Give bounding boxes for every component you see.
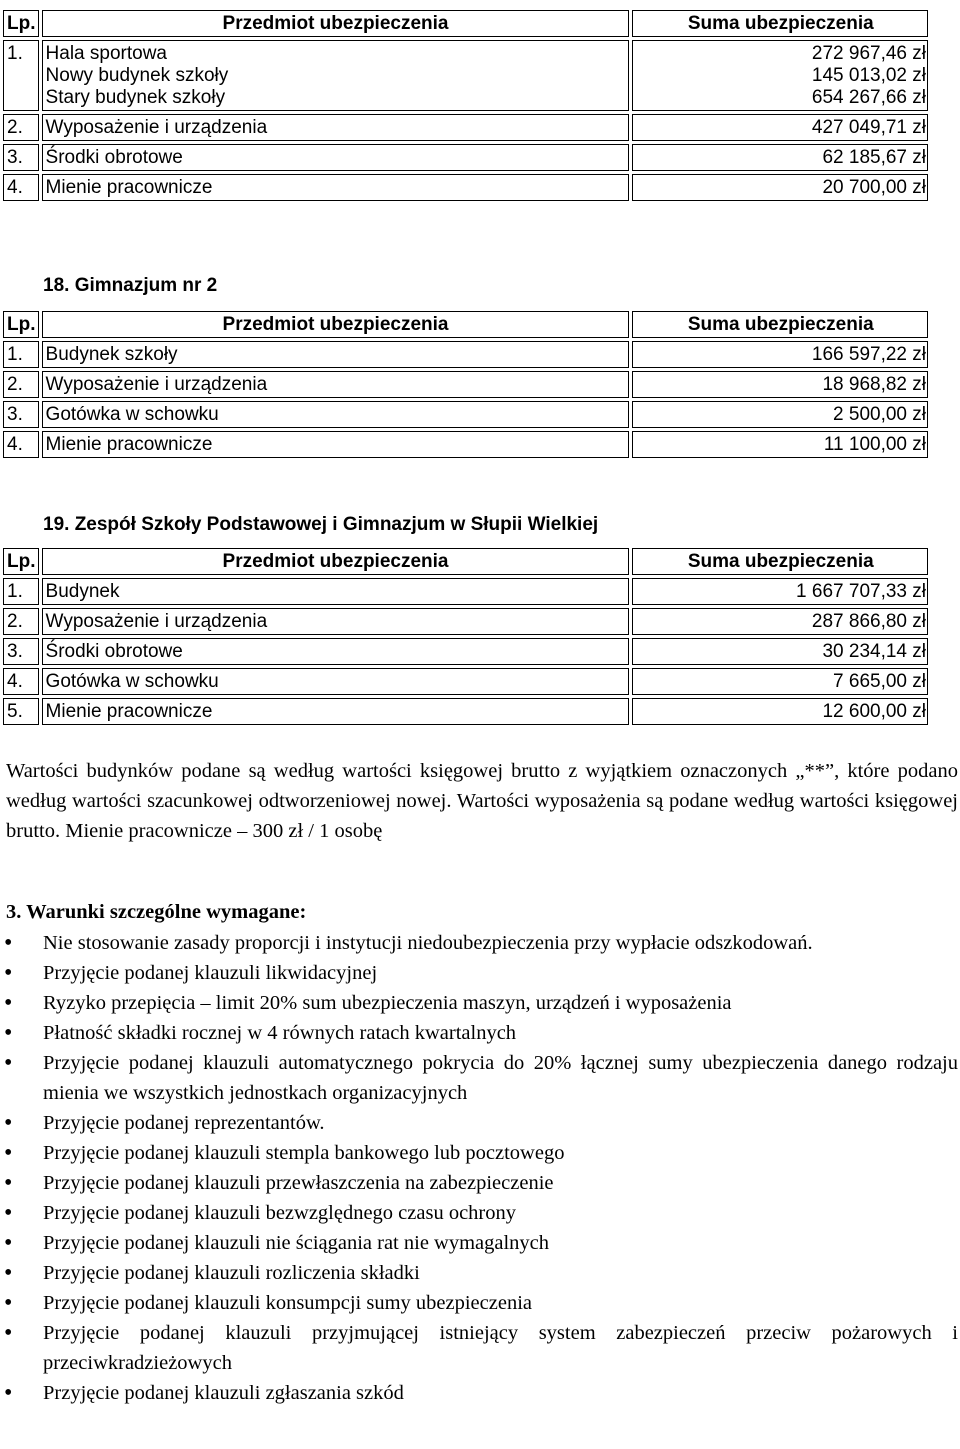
row-sum: 11 100,00 zł (632, 431, 929, 458)
bullet-icon: • (4, 1320, 13, 1346)
row-sum: 166 597,22 zł (632, 341, 929, 368)
row-sum: 287 866,80 zł (632, 608, 929, 635)
list-item (0, 1318, 958, 1378)
row-sum: 18 968,82 zł (632, 371, 929, 398)
row-lp: 1. (3, 341, 39, 368)
row-item: Gotówka w schowku (42, 401, 629, 428)
header-lp: Lp. (3, 548, 39, 575)
row-sum: 7 665,00 zł (632, 668, 929, 695)
list-item (0, 1138, 958, 1168)
row-sum: 12 600,00 zł (632, 698, 929, 725)
bullet-icon: • (4, 1020, 13, 1046)
table-row (3, 144, 928, 171)
row-item: Stary budynek szkoły (45, 87, 226, 108)
row-sum: 20 700,00 zł (632, 174, 929, 201)
insurance-table-18 (0, 308, 931, 461)
row-lp: 3. (3, 638, 39, 665)
table-row (3, 371, 928, 398)
row-item: Gotówka w schowku (42, 668, 629, 695)
list-item-text: Przyjęcie podanej klauzuli przyjmującej istniejący system zabezpieczeń przeciw pożarowych i przeciwkradzieżowych (43, 1322, 958, 1374)
row-sum: 2 500,00 zł (632, 401, 929, 428)
insurance-table-1 (0, 7, 931, 204)
row-item: Mienie pracownicze (42, 698, 629, 725)
row-item: Nowy budynek szkoły (45, 65, 229, 86)
list-item-text: Przyjęcie podanej klauzuli konsumpcji sumy ubezpieczenia (43, 1292, 532, 1314)
list-item (0, 1198, 958, 1228)
header-item: Przedmiot ubezpieczenia (42, 10, 629, 37)
table-header-row (3, 548, 928, 575)
table-row (3, 401, 928, 428)
header-lp: Lp. (3, 10, 39, 37)
list-item-text: Przyjęcie podanej klauzuli stempla bankowego lub pocztowego (43, 1142, 565, 1164)
section-19-title: 19. Zespół Szkoły Podstawowej i Gimnazjum w Słupii Wielkiej (43, 514, 599, 535)
table-row (3, 638, 928, 665)
valuation-notes: Wartości budynków podane są według wartości księgowej brutto z wyjątkiem oznaczonych „**”, które podano według wartości szacunkowej odtworzeniowej nowej. Wartości wyposażenia są podane według wartości księgowej brutto. Mienie pracownicze – 300 zł / 1 osobę (6, 760, 958, 842)
list-item-text: Płatność składki rocznej w 4 równych ratach kwartalnych (43, 1022, 517, 1044)
row-item: Budynek (42, 578, 629, 605)
row-item: Budynek szkoły (42, 341, 629, 368)
header-lp: Lp. (3, 311, 39, 338)
table-row (3, 341, 928, 368)
bullet-icon: • (4, 930, 13, 956)
list-item-text: Przyjęcie podanej klauzuli likwidacyjnej (43, 962, 378, 984)
bullet-icon: • (4, 1260, 13, 1286)
row-item: Wyposażenie i urządzenia (42, 608, 629, 635)
bullet-icon: • (4, 1200, 13, 1226)
conditions-title: 3. Warunki szczególne wymagane: (6, 901, 307, 923)
list-item (0, 1288, 958, 1318)
row-item: Środki obrotowe (42, 144, 629, 171)
row-sum: 272 967,46 zł (811, 43, 926, 64)
row-item: Wyposażenie i urządzenia (42, 114, 629, 141)
table-row (3, 114, 928, 141)
row-lp: 5. (3, 698, 39, 725)
row-lp: 1. (3, 578, 39, 605)
row-item: Środki obrotowe (42, 638, 629, 665)
table-row (3, 578, 928, 605)
list-item (0, 1378, 958, 1408)
list-item-text: Przyjęcie podanej klauzuli przewłaszczenia na zabezpieczenie (43, 1172, 554, 1194)
table-row (3, 40, 928, 111)
row-lp: 1. (3, 40, 39, 111)
bullet-icon: • (4, 960, 13, 986)
row-sum: 427 049,71 zł (632, 114, 929, 141)
bullet-icon: • (4, 1290, 13, 1316)
row-sum: 62 185,67 zł (632, 144, 929, 171)
bullet-icon: • (4, 1110, 13, 1136)
row-sum: 1 667 707,33 zł (632, 578, 929, 605)
insurance-table-19 (0, 545, 931, 728)
table-row (3, 608, 928, 635)
row-item: Mienie pracownicze (42, 431, 629, 458)
bullet-icon: • (4, 990, 13, 1016)
row-lp: 4. (3, 174, 39, 201)
table-row (3, 698, 928, 725)
header-item: Przedmiot ubezpieczenia (42, 548, 629, 575)
row-lp: 2. (3, 114, 39, 141)
row-items (42, 40, 629, 111)
row-item: Mienie pracownicze (42, 174, 629, 201)
row-lp: 2. (3, 608, 39, 635)
row-lp: 3. (3, 144, 39, 171)
list-item (0, 988, 958, 1018)
bullet-icon: • (4, 1140, 13, 1166)
list-item-text: Nie stosowanie zasady proporcji i instytucji niedoubezpieczenia przy wypłacie odszkodowań. (43, 932, 813, 954)
header-item: Przedmiot ubezpieczenia (42, 311, 629, 338)
list-item (0, 928, 958, 958)
bullet-icon: • (4, 1380, 13, 1406)
list-item (0, 1168, 958, 1198)
list-item (0, 1108, 958, 1138)
list-item-text: Przyjęcie podanej klauzuli bezwzględnego czasu ochrony (43, 1202, 517, 1224)
row-sum: 145 013,02 zł (811, 65, 926, 86)
list-item-text: Przyjęcie podanej klauzuli zgłaszania szkód (43, 1382, 404, 1404)
section-18-title: 18. Gimnazjum nr 2 (43, 275, 218, 296)
list-item-text: Przyjęcie podanej klauzuli automatycznego pokrycia do 20% łącznej sumy ubezpieczenia danego rodzaju mienia we wszystkich jednostkach organizacyjnych (43, 1052, 958, 1104)
table-header-row (3, 311, 928, 338)
list-item-text: Ryzyko przepięcia – limit 20% sum ubezpieczenia maszyn, urządzeń i wyposażenia (43, 992, 732, 1014)
bullet-icon: • (4, 1230, 13, 1256)
header-sum: Suma ubezpieczenia (632, 311, 929, 338)
header-sum: Suma ubezpieczenia (632, 10, 929, 37)
table-row (3, 174, 928, 201)
row-sum: 654 267,66 zł (811, 87, 926, 108)
list-item (0, 1018, 958, 1048)
row-lp: 2. (3, 371, 39, 398)
row-lp: 4. (3, 668, 39, 695)
table-row (3, 431, 928, 458)
list-item (0, 1048, 958, 1108)
list-item-text: Przyjęcie podanej reprezentantów. (43, 1112, 325, 1134)
list-item (0, 958, 958, 988)
list-item-text: Przyjęcie podanej klauzuli rozliczenia składki (43, 1262, 420, 1284)
list-item (0, 1258, 958, 1288)
header-sum: Suma ubezpieczenia (632, 548, 929, 575)
list-item-text: Przyjęcie podanej klauzuli nie ściągania rat nie wymagalnych (43, 1232, 550, 1254)
list-item (0, 1228, 958, 1258)
row-sum: 30 234,14 zł (632, 638, 929, 665)
row-lp: 4. (3, 431, 39, 458)
conditions-list (0, 928, 958, 1408)
row-item: Wyposażenie i urządzenia (42, 371, 629, 398)
bullet-icon: • (4, 1050, 13, 1076)
row-sums (632, 40, 929, 111)
table-row (3, 668, 928, 695)
row-lp: 3. (3, 401, 39, 428)
table-header-row (3, 10, 928, 37)
row-item: Hala sportowa (45, 43, 167, 64)
bullet-icon: • (4, 1170, 13, 1196)
